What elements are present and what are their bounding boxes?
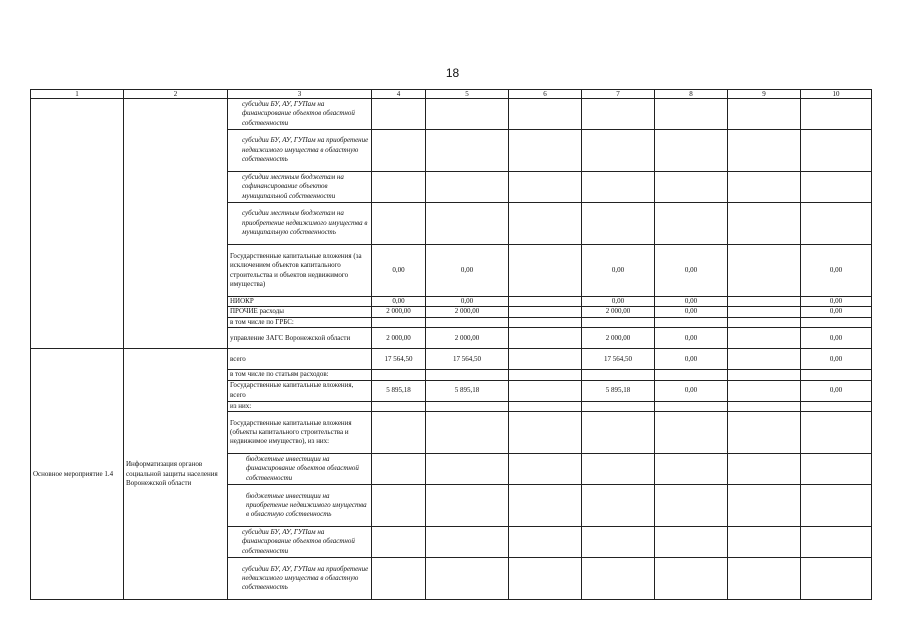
cell-value (582, 401, 655, 411)
cell-value (728, 370, 801, 380)
cell-value: 0,00 (801, 307, 872, 317)
cell-value (582, 527, 655, 558)
cell-value (801, 317, 872, 327)
cell-value: 0,00 (655, 328, 728, 349)
cell-value (728, 172, 801, 203)
cell-value (728, 349, 801, 370)
cell-value (582, 172, 655, 203)
cell-value (801, 485, 872, 527)
title-cell-empty (124, 99, 228, 349)
cell-value (728, 317, 801, 327)
cell-value: 0,00 (426, 297, 509, 307)
cell-value (509, 349, 582, 370)
cell-value (509, 558, 582, 600)
cell-value: 0,00 (655, 349, 728, 370)
cell-value (509, 172, 582, 203)
cell-value (426, 401, 509, 411)
budget-table (30, 89, 872, 600)
cell-value: 2 000,00 (426, 307, 509, 317)
column-header: 3 (228, 90, 372, 99)
cell-value (582, 203, 655, 245)
cell-value (509, 99, 582, 130)
row-label: бюджетные инвестиции на приобретение недвижимого имущества в областную собственность (228, 485, 372, 527)
cell-value (728, 307, 801, 317)
cell-value (728, 401, 801, 411)
cell-value (426, 485, 509, 527)
row-label: Государственные капитальные вложения (за исключением объектов капитального строительства и объектов недвижимого имущества) (228, 245, 372, 297)
cell-value: 0,00 (372, 297, 426, 307)
row-label: Государственные капитальные вложения (объекты капитального строительства и недвижимое имущество), из них: (228, 412, 372, 454)
cell-value (426, 99, 509, 130)
cell-value (372, 370, 426, 380)
cell-value (509, 307, 582, 317)
measure-cell-empty (31, 99, 124, 349)
cell-value: 0,00 (801, 297, 872, 307)
cell-value (582, 130, 655, 172)
cell-value (426, 203, 509, 245)
cell-value (372, 454, 426, 485)
cell-value (728, 412, 801, 454)
row-label: субсидии БУ, АУ, ГУПам на приобретение недвижимого имущества в областную собственность (228, 130, 372, 172)
column-header: 8 (655, 90, 728, 99)
cell-value (655, 412, 728, 454)
cell-value (801, 172, 872, 203)
cell-value (582, 412, 655, 454)
column-header: 7 (582, 90, 655, 99)
cell-value (655, 99, 728, 130)
table-row (31, 99, 872, 130)
row-label: субсидии местным бюджетам на софинансирование объектов муниципальной собственности (228, 172, 372, 203)
cell-value (655, 317, 728, 327)
cell-value (372, 130, 426, 172)
cell-value: 0,00 (655, 297, 728, 307)
row-label: субсидии БУ, АУ, ГУПам на финансирование объектов областной собственности (228, 527, 372, 558)
cell-value (801, 203, 872, 245)
cell-value (728, 485, 801, 527)
cell-value: 5 895,18 (582, 380, 655, 401)
cell-value (801, 454, 872, 485)
cell-value (509, 412, 582, 454)
cell-value (372, 203, 426, 245)
row-label: управление ЗАГС Воронежской области (228, 328, 372, 349)
column-header: 2 (124, 90, 228, 99)
row-label: субсидии местным бюджетам на приобретение недвижимого имущества в муниципальную собственность (228, 203, 372, 245)
cell-value: 0,00 (655, 245, 728, 297)
row-label: всего (228, 349, 372, 370)
cell-value (509, 380, 582, 401)
cell-value (582, 485, 655, 527)
cell-value (801, 401, 872, 411)
cell-value (509, 527, 582, 558)
cell-value (426, 527, 509, 558)
cell-value: 0,00 (655, 307, 728, 317)
cell-value (801, 130, 872, 172)
cell-value (728, 297, 801, 307)
cell-value (582, 558, 655, 600)
column-header: 10 (801, 90, 872, 99)
cell-value (801, 527, 872, 558)
row-label: в том числе по ГРБС: (228, 317, 372, 327)
cell-value: 17 564,50 (582, 349, 655, 370)
cell-value (655, 485, 728, 527)
cell-value (582, 370, 655, 380)
row-label: в том числе по статьям расходов: (228, 370, 372, 380)
cell-value (582, 454, 655, 485)
cell-value (426, 558, 509, 600)
cell-value: 2 000,00 (582, 328, 655, 349)
row-label: Государственные капитальные вложения, всего (228, 380, 372, 401)
row-label: ПРОЧИЕ расходы (228, 307, 372, 317)
cell-value: 2 000,00 (372, 307, 426, 317)
cell-value (509, 485, 582, 527)
cell-value (655, 401, 728, 411)
cell-value (801, 99, 872, 130)
column-number-row (31, 90, 872, 99)
column-header: 5 (426, 90, 509, 99)
cell-value (372, 401, 426, 411)
cell-value (728, 99, 801, 130)
cell-value (728, 203, 801, 245)
cell-value (372, 527, 426, 558)
row-label: субсидии БУ, АУ, ГУПам на финансирование объектов областной собственности (228, 99, 372, 130)
column-header: 4 (372, 90, 426, 99)
cell-value (509, 297, 582, 307)
cell-value (372, 99, 426, 130)
cell-value (655, 203, 728, 245)
cell-value (728, 380, 801, 401)
row-label: из них: (228, 401, 372, 411)
cell-value (509, 370, 582, 380)
cell-value (509, 401, 582, 411)
cell-value (426, 454, 509, 485)
cell-value (426, 130, 509, 172)
cell-value (582, 99, 655, 130)
cell-value: 0,00 (582, 297, 655, 307)
cell-value (582, 317, 655, 327)
cell-value (426, 172, 509, 203)
cell-value (801, 370, 872, 380)
cell-value: 2 000,00 (426, 328, 509, 349)
cell-value: 2 000,00 (582, 307, 655, 317)
cell-value (426, 412, 509, 454)
cell-value: 0,00 (801, 245, 872, 297)
cell-value (372, 412, 426, 454)
cell-value: 17 564,50 (372, 349, 426, 370)
cell-value (372, 485, 426, 527)
cell-value (509, 245, 582, 297)
cell-value (372, 317, 426, 327)
measure-name: Основное мероприятие 1.4 (31, 349, 124, 600)
cell-value (509, 328, 582, 349)
cell-value: 0,00 (801, 328, 872, 349)
cell-value: 17 564,50 (426, 349, 509, 370)
cell-value (655, 370, 728, 380)
cell-value: 0,00 (801, 349, 872, 370)
cell-value (509, 130, 582, 172)
cell-value (728, 558, 801, 600)
column-header: 9 (728, 90, 801, 99)
page-number: 18 (445, 66, 460, 80)
row-label: НИОКР (228, 297, 372, 307)
cell-value: 0,00 (655, 380, 728, 401)
cell-value: 2 000,00 (372, 328, 426, 349)
cell-value: 0,00 (426, 245, 509, 297)
cell-value: 0,00 (582, 245, 655, 297)
cell-value (509, 317, 582, 327)
row-label: бюджетные инвестиции на финансирование объектов областной собственности (228, 454, 372, 485)
measure-title: Информатизация органов социальной защиты населения Воронежской области (124, 349, 228, 600)
cell-value (426, 317, 509, 327)
cell-value (509, 454, 582, 485)
cell-value (655, 558, 728, 600)
cell-value (372, 558, 426, 600)
cell-value (728, 527, 801, 558)
column-header: 6 (509, 90, 582, 99)
cell-value (728, 328, 801, 349)
cell-value: 0,00 (372, 245, 426, 297)
cell-value (372, 172, 426, 203)
table-row (31, 349, 872, 370)
cell-value (655, 130, 728, 172)
cell-value: 5 895,18 (372, 380, 426, 401)
cell-value (509, 203, 582, 245)
cell-value (426, 370, 509, 380)
row-label: субсидии БУ, АУ, ГУПам на приобретение недвижимого имущества в областную собственность (228, 558, 372, 600)
cell-value (728, 454, 801, 485)
cell-value: 5 895,18 (426, 380, 509, 401)
cell-value (655, 527, 728, 558)
cell-value (655, 454, 728, 485)
cell-value (728, 245, 801, 297)
cell-value: 0,00 (801, 380, 872, 401)
cell-value (801, 558, 872, 600)
cell-value (801, 412, 872, 454)
cell-value (655, 172, 728, 203)
column-header: 1 (31, 90, 124, 99)
cell-value (728, 130, 801, 172)
